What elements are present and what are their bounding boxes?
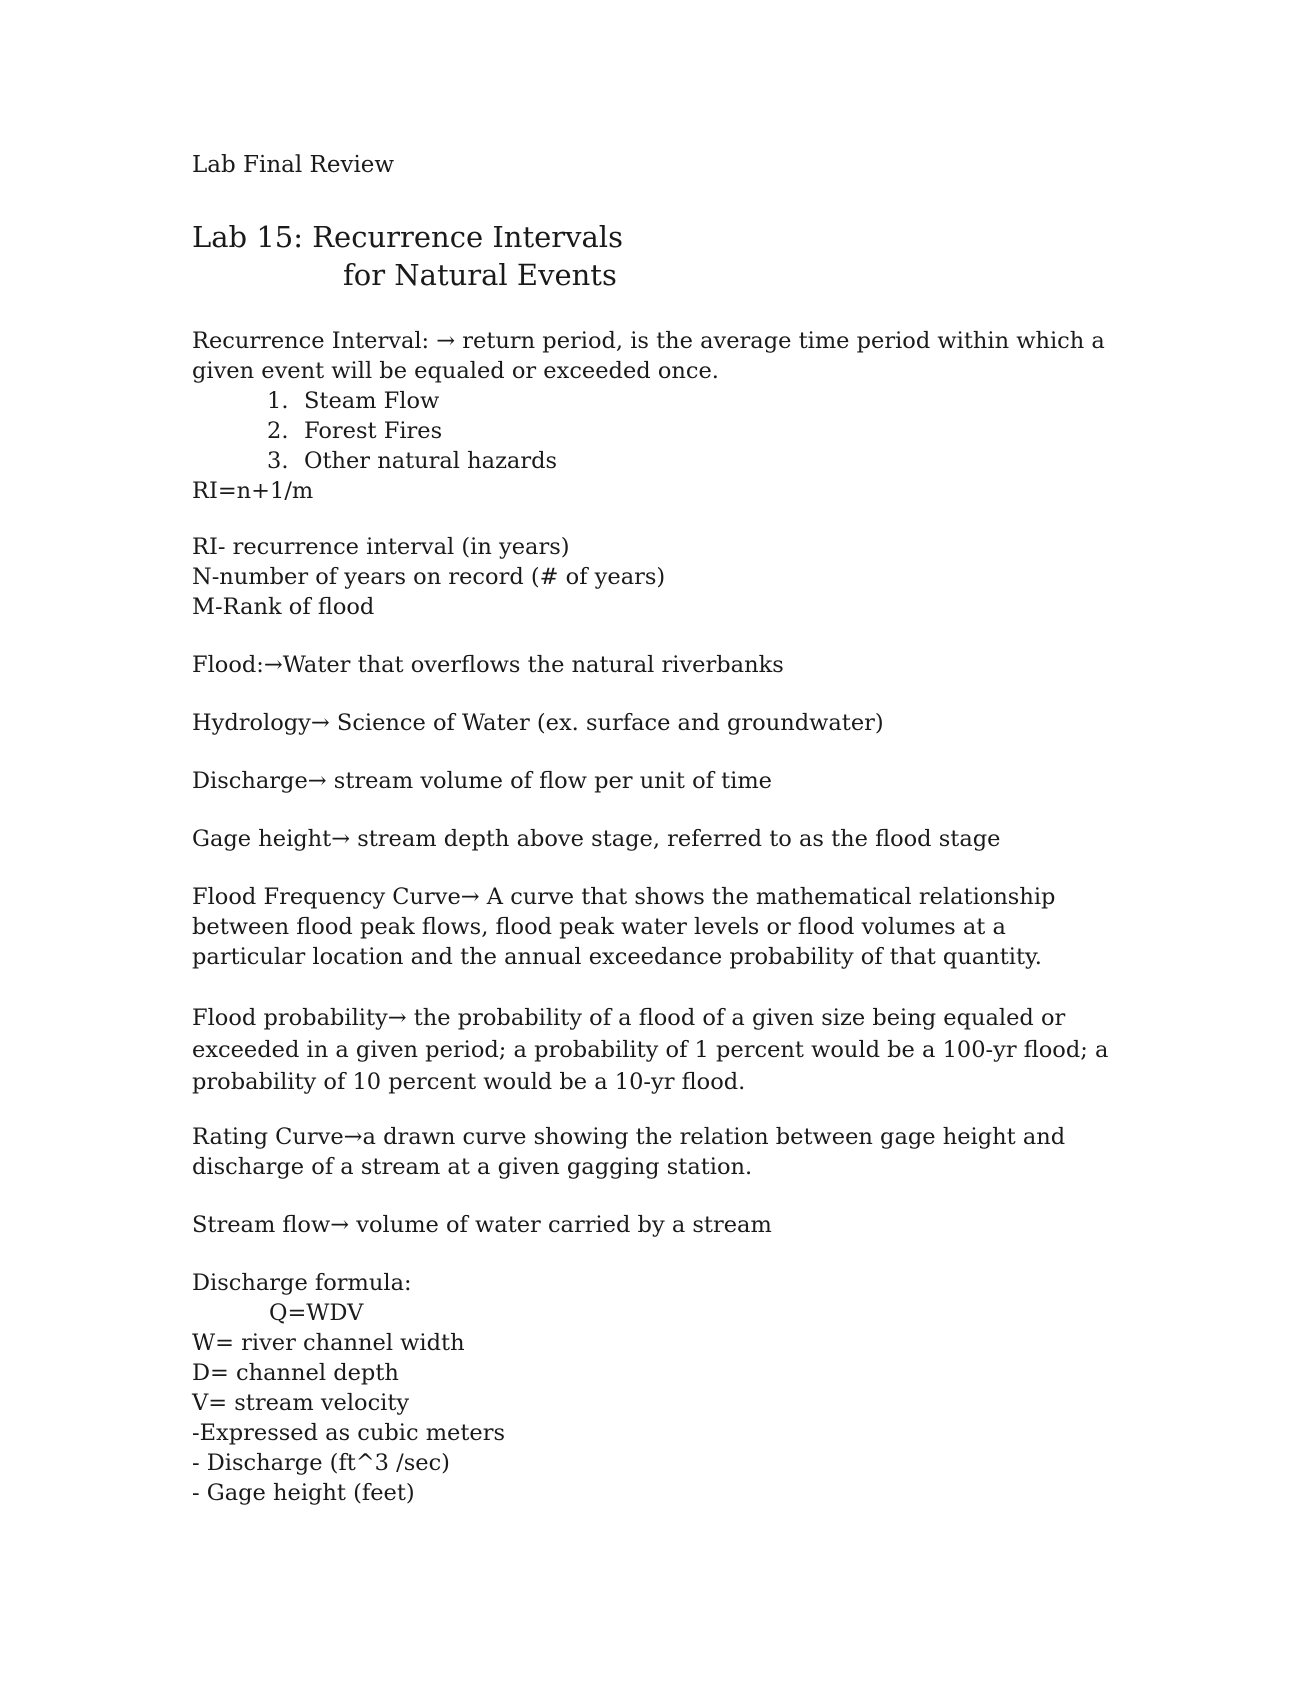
document-header: Lab Final Review xyxy=(192,152,395,178)
definition-rating-curve: Rating Curve→a drawn curve showing the relation between gage height and discharge of a stream at a given gagging station. xyxy=(192,1124,1066,1180)
definition-discharge: Discharge→ stream volume of flow per unit of time xyxy=(192,768,772,794)
recurrence-interval-definition: Recurrence Interval: → return period, is the average time period within which a given event will be equaled or exceeded once. xyxy=(192,328,1105,384)
recurrence-examples-list xyxy=(192,386,1112,476)
discharge-formula-label: Discharge formula: xyxy=(192,1270,412,1296)
list-item: 2. Forest Fires xyxy=(267,418,443,444)
definition-flood-frequency-curve: Flood Frequency Curve→ A curve that shows the mathematical relationship between flood peak flows, flood peak water levels or flood volumes at a particular location and the annual exceedance probability of that quantity. xyxy=(192,884,1056,970)
ri-formula: RI=n+1/m xyxy=(192,478,314,504)
definition-hydrology: Hydrology→ Science of Water (ex. surface and groundwater) xyxy=(192,710,884,736)
discharge-units-note: -Expressed as cubic meters xyxy=(192,1420,506,1446)
variable-m: M-Rank of flood xyxy=(192,594,375,620)
list-item: 3. Other natural hazards xyxy=(267,448,558,474)
title-line-1: Lab 15: Recurrence Intervals xyxy=(192,220,623,254)
definition-stream-flow: Stream flow→ volume of water carried by a stream xyxy=(192,1212,772,1238)
definition-flood-probability: Flood probability→ the probability of a flood of a given size being equaled or exceeded in a given period; a probability of 1 percent would be a 100-yr flood; a probability of 10 percent would be a 10-yr flood. xyxy=(192,1005,1109,1095)
definition-flood: Flood:→Water that overflows the natural riverbanks xyxy=(192,652,784,678)
variable-ri: RI- recurrence interval (in years) xyxy=(192,534,570,560)
list-item: 1. Steam Flow xyxy=(267,388,440,414)
variables-block xyxy=(192,532,1112,622)
discharge-variable-d: D= channel depth xyxy=(192,1360,399,1386)
page-title xyxy=(192,218,1112,294)
discharge-equation: Q=WDV xyxy=(269,1300,364,1326)
title-line-2: for Natural Events xyxy=(343,258,617,292)
gage-height-units: - Gage height (feet) xyxy=(192,1480,415,1506)
discharge-formula-block xyxy=(192,1268,1112,1508)
definition-gage-height: Gage height→ stream depth above stage, referred to as the flood stage xyxy=(192,826,1001,852)
variable-n: N-number of years on record (# of years) xyxy=(192,564,666,590)
discharge-variable-w: W= river channel width xyxy=(192,1330,465,1356)
document-page xyxy=(192,150,1112,1508)
discharge-variable-v: V= stream velocity xyxy=(192,1390,410,1416)
discharge-units: - Discharge (ft^3 /sec) xyxy=(192,1450,450,1476)
